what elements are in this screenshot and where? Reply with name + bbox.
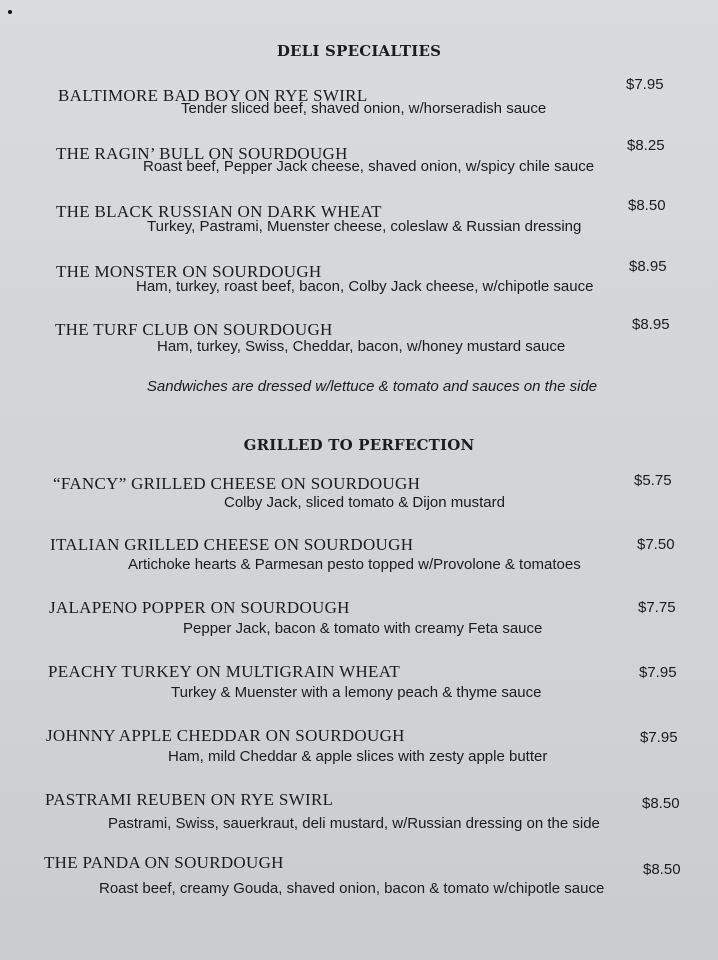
item-price: $7.75 — [638, 599, 676, 616]
item-description: Ham, turkey, roast beef, bacon, Colby Jack cheese, w/chipotle sauce — [136, 278, 594, 295]
section-heading-deli: DELI SPECIALTIES — [276, 42, 442, 60]
item-price: $8.95 — [629, 258, 667, 275]
item-name: BALTIMORE BAD BOY ON RYE SWIRL — [58, 86, 368, 105]
item-price: $8.25 — [627, 137, 665, 154]
item-description: Colby Jack, sliced tomato & Dijon mustard — [224, 494, 505, 511]
item-name: JOHNNY APPLE CHEDDAR ON SOURDOUGH — [46, 726, 405, 745]
item-price: $7.95 — [640, 729, 678, 746]
item-name: JALAPENO POPPER ON SOURDOUGH — [49, 598, 350, 617]
item-description: Tender sliced beef, shaved onion, w/horseradish sauce — [181, 100, 547, 117]
item-price: $8.50 — [642, 795, 680, 812]
item-name: PASTRAMI REUBEN ON RYE SWIRL — [45, 790, 334, 809]
item-description: Pastrami, Swiss, sauerkraut, deli mustard, w/Russian dressing on the side — [108, 815, 600, 832]
item-price: $7.95 — [626, 76, 664, 93]
item-name: “FANCY” GRILLED CHEESE ON SOURDOUGH — [53, 474, 421, 493]
item-name: THE RAGIN’ BULL ON SOURDOUGH — [56, 144, 348, 163]
item-description: Turkey & Muenster with a lemony peach & thyme sauce — [171, 684, 542, 701]
item-description: Ham, mild Cheddar & apple slices with zesty apple butter — [168, 748, 548, 765]
item-name: THE MONSTER ON SOURDOUGH — [56, 262, 322, 281]
item-name: ITALIAN GRILLED CHEESE ON SOURDOUGH — [50, 535, 414, 554]
dressing-note: Sandwiches are dressed w/lettuce & tomato and sauces on the side — [146, 378, 598, 395]
item-description: Roast beef, creamy Gouda, shaved onion, bacon & tomato w/chipotle sauce — [99, 880, 605, 897]
item-description: Turkey, Pastrami, Muenster cheese, coleslaw & Russian dressing — [147, 218, 582, 235]
section-heading-grilled: GRILLED TO PERFECTION — [243, 436, 475, 454]
item-name: PEACHY TURKEY ON MULTIGRAIN WHEAT — [48, 662, 401, 681]
item-description: Pepper Jack, bacon & tomato with creamy Feta sauce — [183, 620, 543, 637]
item-description: Roast beef, Pepper Jack cheese, shaved onion, w/spicy chile sauce — [143, 158, 595, 175]
item-description: Artichoke hearts & Parmesan pesto topped w/Provolone & tomatoes — [128, 556, 581, 573]
item-price: $5.75 — [634, 472, 672, 489]
item-name: THE BLACK RUSSIAN ON DARK WHEAT — [56, 202, 382, 221]
item-name: THE TURF CLUB ON SOURDOUGH — [55, 320, 333, 339]
item-name: THE PANDA ON SOURDOUGH — [44, 853, 284, 872]
item-price: $8.50 — [643, 861, 681, 878]
item-price: $8.50 — [628, 197, 666, 214]
speck-mark — [8, 10, 12, 14]
item-price: $7.95 — [639, 664, 677, 681]
item-price: $8.95 — [632, 316, 670, 333]
item-description: Ham, turkey, Swiss, Cheddar, bacon, w/honey mustard sauce — [157, 338, 566, 355]
item-price: $7.50 — [637, 536, 675, 553]
